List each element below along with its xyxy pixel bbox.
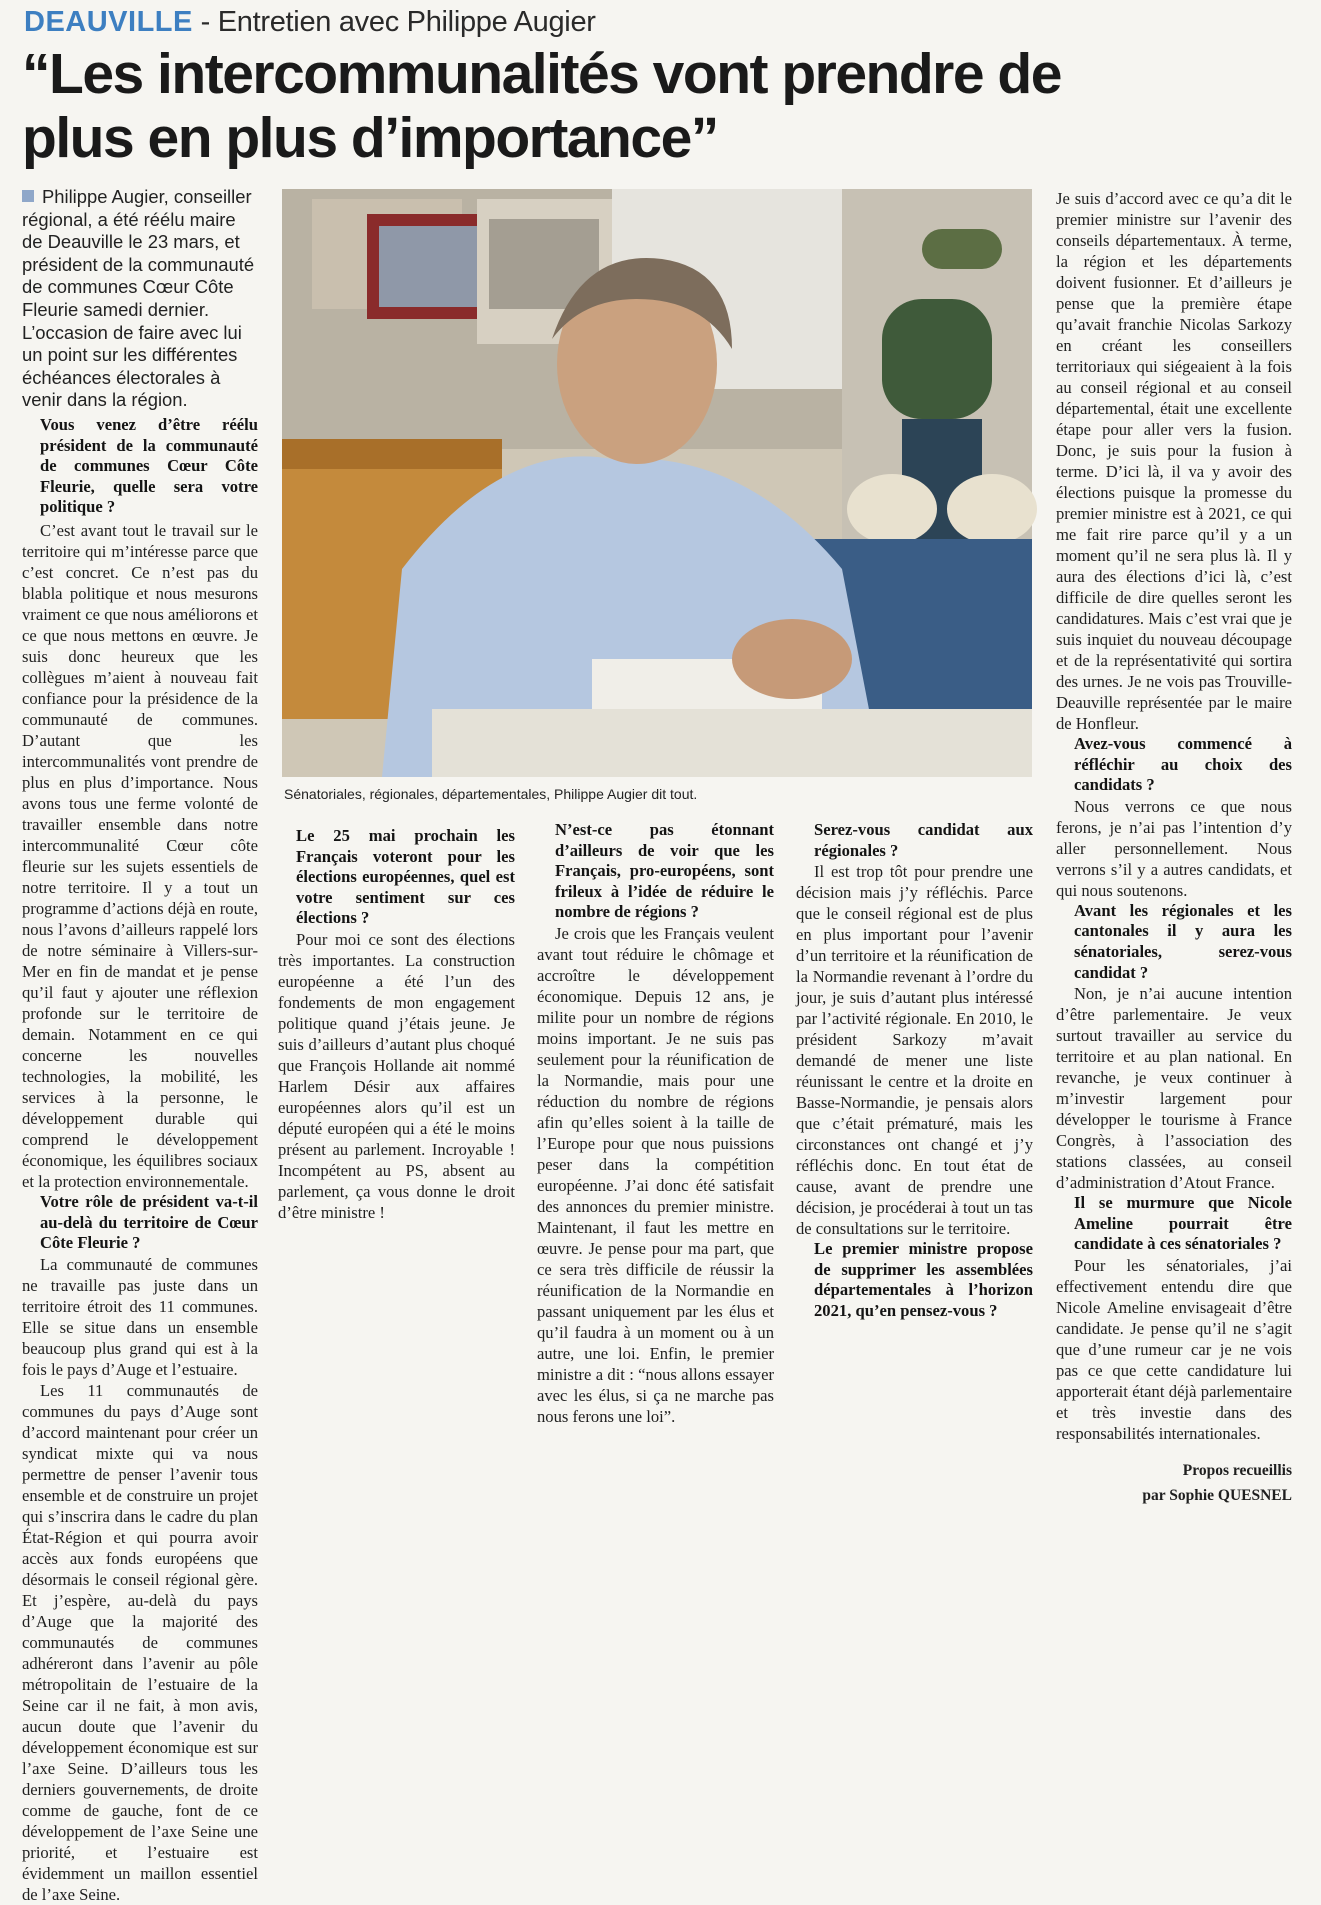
- article-signature: [1056, 1458, 1292, 1508]
- question-8: Avant les régionales et les cantonales il y aura les sénatoriales, serez-vous candidat ?: [1074, 900, 1292, 982]
- question-9: Il se murmure que Nicole Ameline pourrait être candidate à ces sénatoriales ?: [1074, 1193, 1292, 1254]
- question-2: Votre rôle de président va-t-il au-delà du territoire de Cœur Côte Fleurie ?: [40, 1191, 258, 1253]
- article-headline: “Les intercommunalités vont prendre de plus en plus d’importance”: [22, 42, 1061, 170]
- kicker-subtitle: - Entretien avec Philippe Augier: [200, 6, 596, 38]
- answer-2-paragraph-2: Les 11 communautés de communes du pays d’Auge sont d’accord maintenant pour créer un syndicat mixte qui va nous permettre de penser l’avenir tous ensemble et de construire un projet qui s’inscrira dans le cadre du plan État-Région et qui pourra avoir accès aux fonds européens que désormais le conseil régional gère. Et j’espère, au-delà du pays d’Auge que la majorité des communautés de communes adhéreront dans l’avenir au pôle métropolitain de l’estuaire de la Seine car il ne fait, à mon avis, aucun doute que l’avenir du développement économique est sur l’axe Seine. D’ailleurs tous les derniers gouvernements, de droite comme de gauche, font de ce développement de l’axe Seine une priorité, et l’estuaire est évidemment un maillon essentiel de l’axe Seine.: [22, 1380, 258, 1904]
- photo-caption: Sénatoriales, régionales, départementales, Philippe Augier dit tout.: [284, 786, 698, 802]
- article-column-2: [278, 820, 515, 1223]
- question-4: N’est-ce pas étonnant d’ailleurs de voir que les Français, pro-européens, sont frileux à l’idée de réduire le nombre de régions ?: [555, 820, 774, 922]
- intro-square-marker: [22, 190, 34, 202]
- article-column-5: [1056, 188, 1292, 1508]
- article-column-4: [796, 820, 1033, 1322]
- question-6: Le premier ministre propose de supprimer les assemblées départementales à l’horizon 2021, qu’en pensez-vous ?: [814, 1239, 1033, 1320]
- signature-author: par Sophie QUESNEL: [1142, 1486, 1292, 1504]
- article-intro: [22, 186, 258, 412]
- question-3: Le 25 mai prochain les Français voteront pour les élections européennes, quel est votre sentiment sur ces élections ?: [296, 826, 515, 928]
- answer-3: Pour moi ce sont des élections très importantes. La construction européenne a été l’un des fondements de mon engagement politique quand j’étais jeune. Je suis d’ailleurs d’autant plus choqué que François Hollande ait nommé Harlem Désir aux affaires européennes alors qu’il est un député européen qui a été le moins présent au parlement. Incroyable ! Incompétent au PS, absent au parlement, ça vous donne le droit d’être ministre !: [278, 929, 515, 1222]
- article-column-1: [22, 186, 258, 1904]
- question-1: Vous venez d’être réélu président de la communauté de communes Cœur Côte Fleurie, quelle sera votre politique ?: [40, 414, 258, 517]
- article-kicker: [24, 4, 596, 40]
- answer-5: Il est trop tôt pour prendre une décision mais j’y réfléchis. Parce que le conseil régional est de plus en plus important pour l’avenir d’un territoire et la réunification de la Normandie revenant à l’ordre du jour, je suis d’autant plus intéressé par l’activité régionale. En 2010, le président Sarkozy m’avait demandé de mener une liste réunissant le centre et la droite en Basse-Normandie, je pensais alors que c’était prématuré, mais les circonstances ont changé et j’y réfléchis donc. En tout état de cause, avant de prendre une décision, je procéderai à tout un tas de consultations sur le territoire.: [796, 862, 1033, 1239]
- article-photo: [282, 189, 1032, 777]
- answer-6: Je suis d’accord avec ce qu’a dit le premier ministre sur l’avenir des conseils départementaux. À terme, la région et les départements doivent fusionner. Et d’ailleurs je pense que la première étape qu’avait franchie Nicolas Sarkozy en créant les conseillers territoriaux qui siégeaient à la fois au conseil régional et au conseil départemental, était une excellente étape pour aller vers la fusion. Donc, je suis pour la fusion à terme. D’ici là, il va y avoir des élections puisque la promesse du premier ministre est à 2021, ce qui me fait rire parce qu’il y a un moment qu’il ne sera plus là. Il y aura des élections d’ici là, c’est difficile de dire quelles seront les candidatures. Mais c’est vrai que je suis inquiet du nouveau découpage et de la représentativité qui sortira des urnes. Je ne vois pas Trouville-Deauville représentée par le maire de Honfleur.: [1056, 189, 1292, 733]
- answer-8: Non, je n’ai aucune intention d’être parlementaire. Je veux surtout travailler au service du territoire et au plan national. En revanche, je veux continuer à m’investir largement pour développer le tourisme à France Congrès, à l’association des stations classées, au conseil d’administration d’Atout France.: [1056, 984, 1292, 1193]
- answer-7: Nous verrons ce que nous ferons, je n’ai pas l’intention d’y aller personnellement. Nous verrons s’il y a autres candidats, et qui nous soutenons.: [1056, 796, 1292, 900]
- answer-4: Je crois que les Français veulent avant tout réduire le chômage et accroître le développement économique. Depuis 12 ans, je milite pour un nombre de régions moins important. Je ne suis pas seulement pour la réunification de la Normandie, mais pour une réduction du nombre de régions afin qu’elles soient à la taille de l’Europe pour que nous puissions peser dans la compétition européenne. J’ai donc été satisfait des annonces du premier ministre. Maintenant, il faut les mettre en œuvre. Je pense pour ma part, que ce sera très difficile de réussir la réunification de la Normandie en passant uniquement par les élus et qu’il faudra à un moment ou à un autre, une loi. Enfin, le premier ministre a dit : “nous allons essayer avec les élus, si ça ne marche pas nous ferons une loi”.: [537, 923, 774, 1426]
- photo-illustration: [282, 189, 1032, 777]
- answer-1: C’est avant tout le travail sur le territoire qui m’intéresse parce que c’est concret. Ce n’est pas du blabla politique et nous mesurons vraiment ce que nous améliorons et ce que nous mettons en œuvre. Je suis donc heureux que les collègues m’aient à nouveau fait confiance pour la présidence de la communauté de communes. D’autant que les intercommunalités vont prendre de plus en plus d’importance. Nous avons tous une ferme volonté de travailler ensemble dans notre intercommunalité Cœur côte fleurie sur les sujets essentiels de notre territoire. Il y a tout un programme d’actions déjà en route, nous l’avons d’ailleurs rappelé lors de notre séminaire à Villers-sur-Mer en fin de mandat et je pense qu’il faut y ajouter une réflexion profonde sur le territoire de demain. Notamment en ce qui concerne les nouvelles technologies, la mobilité, les services à la personne, le développement durable qui comprend le développement économique, les équilibres sociaux et la protection environnementale.: [22, 520, 258, 1191]
- answer-2-paragraph-1: La communauté de communes ne travaille pas juste dans un territoire étroit des 11 communes. Elle se situe dans un ensemble beaucoup plus grand qui est à la fois le pays d’Auge et l’estuaire.: [22, 1254, 258, 1379]
- question-5: Serez-vous candidat aux régionales ?: [814, 820, 1033, 860]
- article-column-3: [537, 820, 774, 1427]
- signature-line-1: Propos recueillis: [1182, 1461, 1292, 1479]
- kicker-place: DEAUVILLE: [24, 6, 193, 38]
- answer-9: Pour les sénatoriales, j’ai effectivement entendu dire que Nicole Ameline envisageait d’être candidate. Je pense qu’il ne s’agit que d’une rumeur car je ne vois pas ce que cette candidature lui apporterait étant déjà parlementaire et très investie dans des responsabilités internationales.: [1056, 1255, 1292, 1443]
- question-7: Avez-vous commencé à réfléchir au choix des candidats ?: [1074, 734, 1292, 795]
- intro-text: Philippe Augier, conseiller régional, a été réélu maire de Deauville le 23 mars, et président de la communauté de communes Cœur Côte Fleurie samedi dernier. L’occasion de faire avec lui un point sur les différentes échéances électorales à venir dans la région.: [22, 186, 255, 411]
